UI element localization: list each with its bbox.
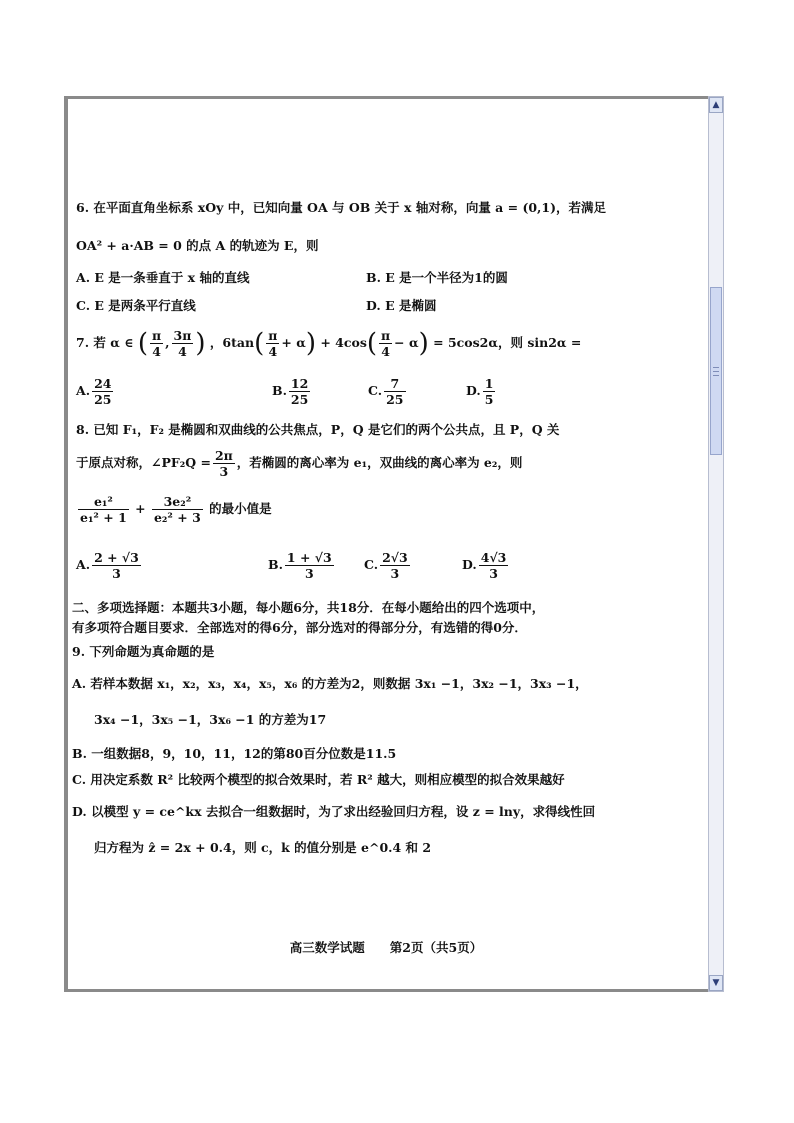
q7-prefix: 7. 若 α ∈ [76,335,134,350]
q6-option-d: D. E 是椭圆 [366,298,437,313]
q7-option-c: C. $\frac{7}{25}$ [368,376,404,407]
q8-option-a: A. $\frac{2 + √3}{3}$ [76,550,139,581]
q8-stem-line2: 于原点对称，∠PF₂Q = $\frac{2\pi}{3}$ ，若椭圆的离心率为 e₁，双曲线的离心率为 e₂，则 [76,448,523,479]
q9-option-b: B. 一组数据8，9，10，11，12的第80百分位数是11.5 [72,746,397,761]
q8-expression: $\frac{\text{e₁²}}{\text{e₁² + 1}}$ + $\frac{\text{3e₂²}}{\text{e₂² + 3}}$ 的最小值是 [80,494,272,525]
q9-option-d-line2: 归方程为 ẑ = 2x + 0.4，则 c，k 的值分别是 e^0.4 和 2 [94,840,432,855]
q9-stem: 9. 下列命题为真命题的是 [72,644,215,659]
q9-option-c: C. 用决定系数 R² 比较两个模型的拟合效果时，若 R² 越大，则相应模型的拟合效果越好 [72,772,565,787]
q8-option-b: B. $\frac{1 + √3}{3}$ [268,550,332,581]
q6-stem-line2: OA² + a·AB = 0 的点 A 的轨迹为 E，则 [76,238,319,253]
q9-option-d-line1: D. 以模型 y = ce^kx 去拟合一组数据时，为了求出经验回归方程，设 z = lny，求得线性回 [72,804,596,819]
q7-option-d: D. $\frac{1}{5}$ [466,376,494,407]
q6-option-c: C. E 是两条平行直线 [76,298,196,313]
q9-option-a-line1: A. 若样本数据 x₁，x₂，x₃，x₄，x₅，x₆ 的方差为2，则数据 3x₁ −1，3x₂ −1，3x₃ −1， [72,676,588,691]
q8-option-c: C. $\frac{2√3}{3}$ [364,550,408,581]
q6-option-b: B. E 是一个半径为1的圆 [366,270,508,285]
q8-angle-frac: $\frac{2\pi}{3}$ [214,448,233,479]
q6-stem-line1: 6. 在平面直角坐标系 xOy 中，已知向量 OA 与 OB 关于 x 轴对称，向量 a = (0,1)，若满足 [76,200,607,215]
q7-stem: 7. 若 α ∈ ( $\frac{\pi}{4}$ , $\frac{3\pi}{4}$ ) ，6tan( $\frac{\pi}{4}$ + α) + 4cos( $\frac{\pi}{4}$ − α) = 5cos2α，则 sin2α = [76,328,582,359]
q6-option-a: A. E 是一条垂直于 x 轴的直线 [76,270,250,285]
q8-frac-2: $\frac{\text{3e₂²}}{\text{e₂² + 3}}$ [153,494,201,525]
q7-frac-3pi4: $\frac{3\pi}{4}$ [173,328,192,359]
vertical-scrollbar[interactable] [708,96,724,992]
q7-option-b: B. $\frac{12}{25}$ [272,376,309,407]
q7-frac-pi4: $\frac{\pi}{4}$ [152,328,162,359]
q7-option-a: A. $\frac{24}{25}$ [76,376,112,407]
q8-option-d: D. $\frac{4√3}{3}$ [462,550,507,581]
chevron-up-icon: ▲ [712,100,720,110]
scroll-down-button[interactable] [709,975,723,991]
q8-stem-line1: 8. 已知 F₁，F₂ 是椭圆和双曲线的公共焦点，P，Q 是它们的两个公共点，且 P，Q 关 [76,422,560,437]
scroll-thumb[interactable] [710,287,722,455]
page-footer: 高三数学试题 第2页（共5页） [289,940,483,955]
grip-icon [713,367,719,376]
section2-line1: 二、多项选择题：本题共3小题，每小题6分，共18分．在每小题给出的四个选项中， [72,600,545,615]
scroll-up-button[interactable] [709,97,723,113]
q9-option-a-line2: 3x₄ −1，3x₅ −1，3x₆ −1 的方差为17 [94,712,327,727]
exam-page [72,100,696,988]
q8-frac-1: $\frac{\text{e₁²}}{\text{e₁² + 1}}$ [80,494,127,525]
section2-line2: 有多项符合题目要求．全部选对的得6分，部分选对的得部分分，有选错的得0分． [72,620,527,635]
chevron-down-icon: ▼ [712,978,720,988]
